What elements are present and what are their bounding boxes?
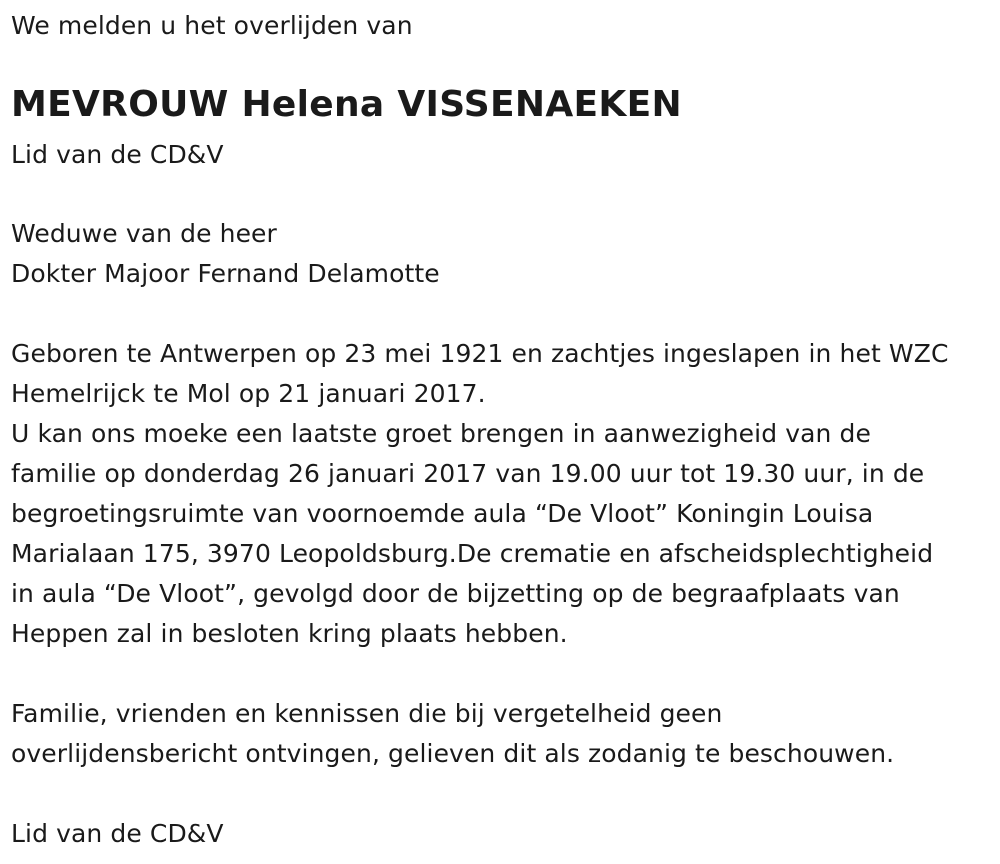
spouse-name-line: Dokter Majoor Fernand Delamotte bbox=[11, 259, 440, 288]
body-line: Heppen zal in besloten kring plaats hebben. bbox=[11, 619, 568, 648]
closing-block bbox=[11, 694, 894, 774]
widow-of-line: Weduwe van de heer bbox=[11, 219, 277, 248]
body-line: in aula “De Vloot”, gevolgd door de bijzetting op de begraafplaats van bbox=[11, 579, 900, 608]
body-block bbox=[11, 334, 949, 654]
body-line: U kan ons moeke een laatste groet brengen in aanwezigheid van de bbox=[11, 419, 871, 448]
widow-of-block bbox=[11, 214, 440, 294]
body-line: familie op donderdag 26 januari 2017 van 19.00 uur tot 19.30 uur, in de bbox=[11, 459, 925, 488]
membership-text: Lid van de CD&V bbox=[11, 140, 224, 169]
body-line: Marialaan 175, 3970 Leopoldsburg.De crematie en afscheidsplechtigheid bbox=[11, 539, 934, 568]
body-line: Hemelrijck te Mol op 21 januari 2017. bbox=[11, 379, 486, 408]
body-line: Geboren te Antwerpen op 23 mei 1921 en zachtjes ingeslapen in het WZC bbox=[11, 339, 949, 368]
membership-block bbox=[11, 135, 224, 175]
intro-text: We melden u het overlijden van bbox=[11, 11, 413, 40]
footer-block bbox=[11, 814, 224, 854]
footer-membership-text: Lid van de CD&V bbox=[11, 819, 224, 848]
deceased-name: MEVROUW Helena VISSENAEKEN bbox=[11, 84, 682, 125]
closing-line: Familie, vrienden en kennissen die bij vergetelheid geen bbox=[11, 699, 723, 728]
closing-line: overlijdensbericht ontvingen, gelieven dit als zodanig te beschouwen. bbox=[11, 739, 895, 768]
body-line: begroetingsruimte van voornoemde aula “De Vloot” Koningin Louisa bbox=[11, 499, 874, 528]
